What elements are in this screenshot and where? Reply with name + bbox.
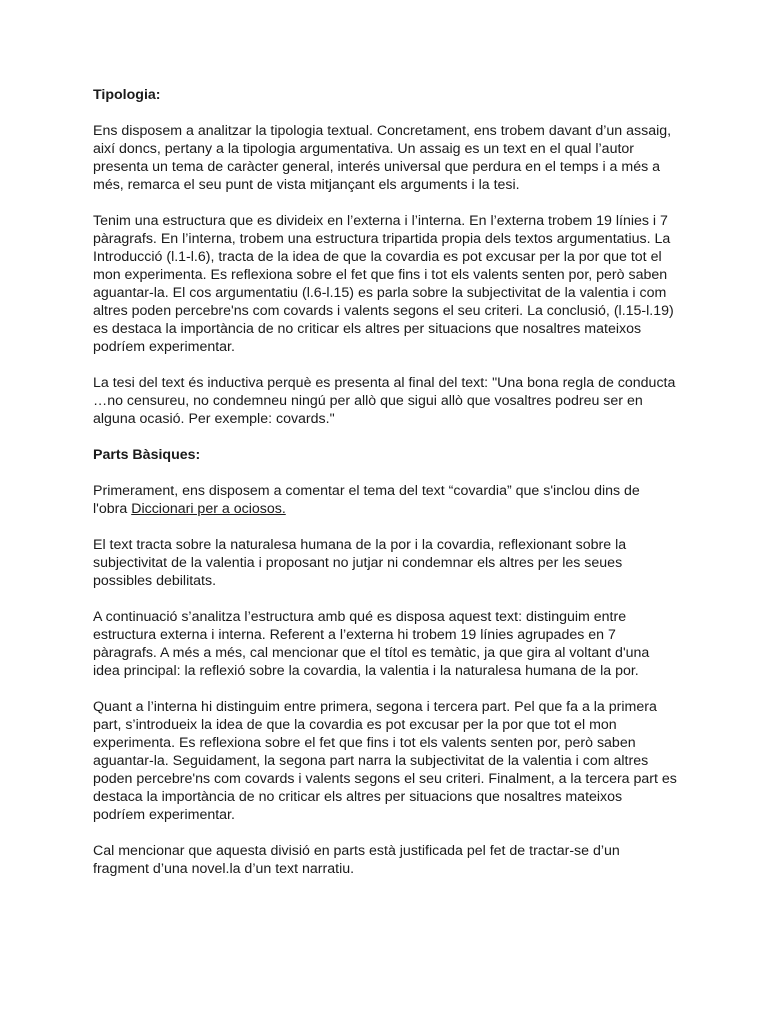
spacer [93, 680, 677, 698]
document-page [93, 86, 677, 878]
spacer [93, 590, 677, 608]
spacer [93, 464, 677, 482]
spacer [93, 518, 677, 536]
spacer [93, 356, 677, 374]
book-title-link: Diccionari per a ociosos. [131, 501, 286, 517]
paragraph-divisio: Cal mencionar que aquesta divisió en parts està justificada pel fet de tractar-se d’un fragment d’una novel.la d’un text narratiu. [93, 843, 620, 877]
paragraph-tema-text: Primerament, ens disposem a comentar el tema del text “covardia” que s'inclou dins de l'obra [93, 483, 640, 517]
paragraph-tipologia-intro: Ens disposem a analitzar la tipologia textual. Concretament, ens trobem davant d’un assaig, així doncs, pertany a la tipologia argumentativa. Un assaig es un text en el qual l’autor presenta un tema de caràcter general, interés universal que perdura en el temps i a més a més, remarca el seu punt de vista mitjançant els arguments i la tesi. [93, 123, 672, 193]
paragraph-naturalesa: El text tracta sobre la naturalesa humana de la por i la covardia, reflexionant sobre la subjectivitat de la valentia i proposant no jutjar ni condemnar els altres per les seues possibles debilitats. [93, 537, 627, 589]
paragraph-estructura-externa: A continuació s’analitza l’estructura amb qué es disposa aquest text: distinguim entre estructura externa i interna. Referent a l’externa hi trobem 19 línies agrupades en 7 pàragrafs. A més a més, cal mencionar que el títol es temàtic, ja que gira al voltant d'una idea principal: la reflexió sobre la covardia, la valentia i la naturalesa humana de la por. [93, 609, 650, 679]
paragraph-tema [93, 482, 677, 518]
spacer [93, 194, 677, 212]
paragraph-tesi: La tesi del text és inductiva perquè es presenta al final del text: "Una bona regla de conducta …no censureu, no condemneu ningú per allò que sigui allò que vosaltres podreu ser en alguna ocasió. Per exemple: covards." [93, 375, 676, 427]
paragraph-estructura: Tenim una estructura que es divideix en l’externa i l’interna. En l’externa trobem 19 línies i 7 pàragrafs. En l’interna, trobem una estructura tripartida propia dels textos argumentatius. La Introducció (l.1-l.6), tracta de la idea de que la covardia es pot excusar per la por que tot el mon experimenta. Es reflexiona sobre el fet que fins i tot els valents senten por, però saben aguantar-la. El cos argumentatiu (l.6-l.15) es parla sobre la subjectivitat de la valentia i com altres poden percebre'ns com covards i valents segons el seu criteri. La conclusió, (l.15-l.19) es destaca la importància de no criticar els altres per situacions que nosaltres mateixos podríem experimentar. [93, 213, 674, 355]
spacer [93, 104, 677, 122]
spacer [93, 824, 677, 842]
paragraph-estructura-interna: Quant a l’interna hi distinguim entre primera, segona i tercera part. Pel que fa a la primera part, s’introdueix la idea de que la covardia es pot excusar per la por que tot el mon experimenta. Es reflexiona sobre el fet que fins i tot els valents senten por, però saben aguantar-la. Seguidament, la segona part narra la subjectivitat de la valentia i com altres poden percebre'ns com covards i valents segons el seu criteri. Finalment, a la tercera part es destaca la importància de no criticar els altres per situacions que nosaltres mateixos podríem experimentar. [93, 699, 677, 823]
heading-tipologia: Tipologia: [93, 87, 161, 103]
heading-parts-basiques: Parts Bàsiques: [93, 447, 201, 463]
spacer [93, 428, 677, 446]
